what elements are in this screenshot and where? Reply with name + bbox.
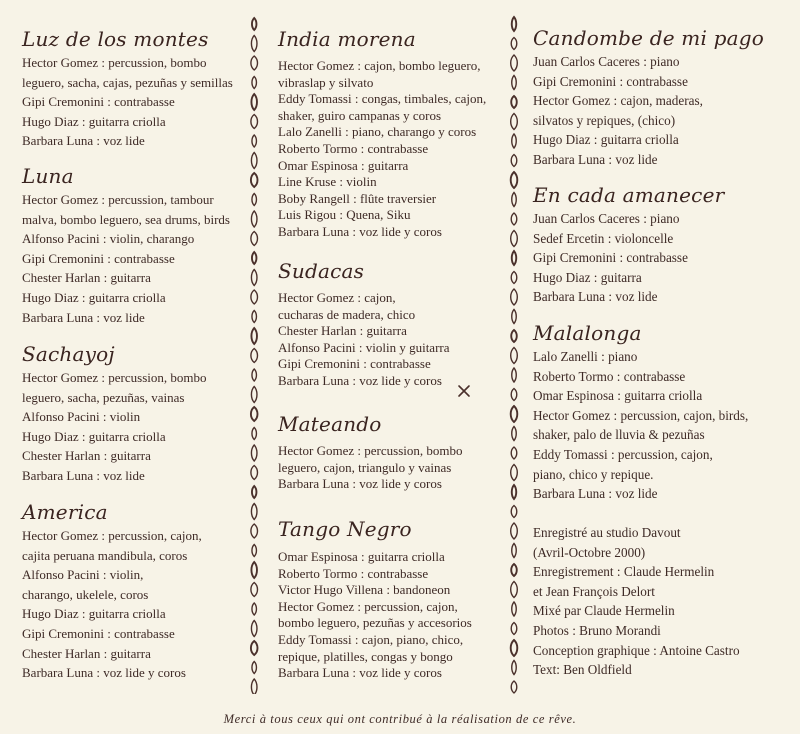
song-section-malalonga [533, 321, 795, 504]
ornament-mark [251, 56, 258, 70]
ornament-mark [251, 349, 258, 363]
song-title: En cada amanecer [533, 183, 725, 207]
credit-line: Hugo Diaz : guitarra [533, 269, 642, 285]
credit-line: Gipi Cremonini : contrabasse [22, 250, 175, 266]
credit-line: Alfonso Pacini : violin, charango [22, 231, 195, 247]
ornament-mark [251, 445, 257, 461]
ornament-mark [512, 134, 517, 148]
ornament-mark [511, 96, 517, 108]
ornament-divider-right [506, 14, 522, 694]
credit-line: repique, platilles, congas y bongo [278, 648, 453, 664]
ornament-mark [511, 582, 518, 598]
credit-line: Hector Gomez : cajon, maderas, [533, 93, 703, 109]
song-title: Sachayoj [22, 342, 115, 366]
ornament-mark [251, 211, 257, 227]
ornament-mark [251, 504, 257, 520]
song-title: Luz de los montes [22, 27, 209, 51]
song-title: Tango Negro [278, 517, 412, 541]
ornament-mark [252, 252, 257, 264]
credit-line: Hector Gomez : percussion, bombo [278, 443, 463, 458]
song-section-en-cada-amanecer [533, 183, 795, 307]
ornament-mark [512, 602, 517, 616]
ornament-mark [252, 486, 257, 498]
credit-line: Barbara Luna : voz lide [533, 486, 658, 502]
credit-line: silvatos y repiques, (chico) [533, 112, 676, 128]
ornament-mark [252, 662, 257, 674]
ornament-mark [512, 368, 517, 382]
credit-line: Victor Hugo Villena : bandoneon [278, 582, 451, 598]
credit-line: Barbara Luna : voz lide [22, 309, 145, 325]
ornament-mark [252, 135, 257, 147]
credit-line: Hector Gomez : percussion, cajon, birds, [533, 407, 749, 423]
song-section-sudacas [278, 259, 503, 390]
credit-line: Chester Harlan : guitarra [22, 645, 151, 661]
ornament-mark [512, 427, 517, 441]
credit-line: shaker, palo de lluvia & pezuñas [533, 427, 705, 443]
ornament-mark [251, 524, 258, 538]
credit-line: Chester Harlan : guitarra [22, 270, 151, 286]
credit-line: Lalo Zanelli : piano [533, 349, 638, 364]
credit-line: Alfonso Pacini : violin y guitarra [278, 339, 450, 355]
song-title: Luna [22, 164, 74, 188]
credit-line: Roberto Tormo : contrabasse [278, 565, 429, 581]
credit-line: Enregistrement : Claude Hermelin [533, 564, 715, 580]
credit-line: Barbara Luna : voz lide [22, 467, 145, 483]
ornament-mark [511, 38, 517, 50]
ornament-mark [251, 232, 258, 246]
ornament-mark [251, 328, 257, 344]
credit-line: Barbara Luna : voz lide y coros [22, 665, 186, 681]
ornament-mark [511, 406, 518, 422]
credit-line: malva, bombo leguero, sea drums, birds [22, 211, 230, 227]
credit-line: Barbara Luna : voz lide y coros [278, 372, 442, 388]
ornament-mark [511, 114, 518, 130]
credit-line: Hector Gomez : percussion, bombo [22, 55, 207, 70]
credit-line: charango, ukelele, coros [22, 586, 149, 602]
ornament-mark [511, 623, 517, 635]
ornament-mark [511, 465, 518, 481]
credit-line: Barbara Luna : voz lide [533, 289, 658, 305]
credit-line: Hector Gomez : percussion, cajon, [22, 528, 202, 543]
ornament-mark [511, 640, 518, 656]
credit-line: cucharas de madera, chico [278, 306, 416, 322]
ornament-mark [511, 55, 518, 71]
credit-line: piano, chico y repique. [533, 466, 654, 482]
credit-line: (Avril-Octobre 2000) [533, 544, 646, 560]
credit-line: Photos : Bruno Morandi [533, 622, 661, 638]
ornament-mark [251, 153, 257, 169]
ornament-mark [252, 603, 257, 615]
song-title: India morena [278, 27, 416, 51]
song-section-candombe-de-mi-pago [533, 26, 795, 170]
ornament-mark [511, 172, 518, 188]
credit-line: Hector Gomez : percussion, bombo [22, 370, 207, 385]
ornament-mark [512, 76, 517, 90]
ornament-mark [511, 330, 517, 342]
song-section-india-morena [278, 27, 503, 241]
credit-line: Hugo Diaz : guitarra criolla [533, 132, 679, 148]
credit-line: cajita peruana mandibula, coros [22, 547, 188, 563]
credit-line: Barbara Luna : voz lide [533, 151, 658, 167]
credit-line: Barbara Luna : voz lide [22, 133, 145, 149]
ornament-mark [511, 506, 517, 518]
ornament-mark [511, 681, 517, 693]
ornament-mark [252, 194, 257, 206]
cross-mark-icon [457, 384, 471, 398]
credit-line: Omar Espinosa : guitarra criolla [533, 388, 703, 404]
ornament-mark [511, 213, 517, 225]
ornament-mark [251, 407, 258, 421]
credit-line: leguero, cajon, triangulo y vainas [278, 459, 452, 475]
ornament-mark [511, 523, 518, 539]
ornament-mark [511, 564, 517, 576]
ornament-divider-left [247, 14, 263, 694]
credit-line: Eddy Tomassi : percussion, cajon, [533, 446, 713, 462]
credit-line: leguero, sacha, cajas, pezuñas y semillas [22, 74, 233, 90]
ornament-mark [251, 466, 258, 480]
credit-line: Conception graphique : Antoine Castro [533, 642, 740, 658]
ornament-mark [511, 348, 518, 364]
credit-line: Alfonso Pacini : violin [22, 409, 141, 425]
credit-line: Chester Harlan : guitarra [278, 323, 407, 339]
credit-line: Hector Gomez : percussion, tambour [22, 192, 214, 207]
ornament-mark [251, 290, 258, 304]
ornament-mark [511, 389, 517, 401]
ornament-mark [252, 18, 257, 30]
song-section-sachayoj [22, 342, 247, 486]
song-title: Mateando [278, 412, 382, 436]
ornament-mark [251, 94, 257, 110]
ornament-mark [512, 17, 517, 31]
song-title: Candombe de mi pago [533, 26, 764, 50]
ornament-mark [252, 545, 257, 557]
credit-line: Hector Gomez : cajon, bombo leguero, [278, 58, 481, 73]
ornament-mark [512, 661, 517, 675]
ornament-mark [512, 485, 517, 499]
ornament-mark [512, 544, 517, 558]
ornament-mark [252, 311, 257, 323]
ornament-mark [512, 251, 517, 265]
credit-line: Alfonso Pacini : violin, [22, 567, 144, 583]
credit-line: Boby Rangell : flûte traversier [278, 190, 437, 206]
credit-line: Gipi Cremonini : contrabasse [533, 250, 688, 266]
ornament-mark [251, 173, 258, 187]
credit-line: Sedef Ercetin : violoncelle [533, 230, 674, 246]
credit-line: Chester Harlan : guitarra [22, 448, 151, 464]
credit-line: Hector Gomez : cajon, [278, 290, 396, 305]
song-section-america [22, 500, 247, 683]
song-section-mateando [278, 412, 503, 493]
credit-line: Luis Rigou : Quena, Siku [278, 207, 411, 223]
credit-line: Text: Ben Oldfield [533, 662, 632, 678]
ornament-mark [251, 387, 257, 403]
credit-line: Hugo Diaz : guitarra criolla [22, 113, 166, 129]
ornament-mark [251, 270, 257, 286]
credit-line: Juan Carlos Caceres : piano [533, 54, 680, 69]
ornament-mark [511, 447, 517, 459]
credit-line: Roberto Tormo : contrabasse [278, 140, 429, 156]
credit-line: Hector Gomez : percussion, cajon, [278, 598, 458, 614]
ornament-mark [511, 155, 517, 167]
credit-line: Juan Carlos Caceres : piano [533, 211, 680, 226]
ornament-mark [251, 36, 257, 52]
credit-line: Roberto Tormo : contrabasse [533, 368, 686, 384]
ornament-mark [511, 289, 518, 305]
song-section-tango-negro [278, 517, 503, 682]
ornament-mark [511, 231, 518, 247]
production-credits [533, 523, 795, 680]
song-title: Sudacas [278, 259, 365, 283]
ornament-mark [251, 562, 257, 578]
credit-line: Mixé par Claude Hermelin [533, 603, 675, 619]
credit-line: Line Kruse : violin [278, 174, 377, 190]
credit-line: Gipi Cremonini : contrabasse [278, 356, 431, 372]
credit-line: Lalo Zanelli : piano, charango y coros [278, 124, 477, 140]
credit-line: Omar Espinosa : guitarra [278, 157, 409, 173]
ornament-mark [512, 193, 517, 207]
credit-line: Gipi Cremonini : contrabasse [22, 94, 175, 110]
song-section-luz-de-los-montes [22, 27, 247, 151]
credit-line: vibraslap y silvato [278, 74, 374, 90]
ornament-mark [251, 583, 258, 597]
credit-line: Gipi Cremonini : contrabasse [533, 73, 688, 89]
credit-line: Eddy Tomassi : congas, timbales, cajon, [278, 91, 487, 107]
ornament-mark [512, 310, 517, 324]
credit-line: Eddy Tomassi : cajon, piano, chico, [278, 631, 464, 647]
ornament-mark [252, 369, 257, 381]
song-title: America [22, 500, 108, 524]
credit-line: et Jean François Delort [533, 583, 655, 599]
ornament-mark [251, 115, 258, 129]
credit-line: Hugo Diaz : guitarra criolla [22, 428, 166, 444]
thanks-footer: Merci à tous ceux qui ont contribué à la réalisation de ce rêve. [223, 712, 577, 726]
ornament-mark [511, 272, 517, 284]
credit-line: Omar Espinosa : guitarra criolla [278, 549, 445, 564]
song-title: Malalonga [533, 321, 642, 345]
credit-line: Hugo Diaz : guitarra criolla [22, 289, 166, 305]
ornament-mark [251, 641, 258, 655]
credit-line: Gipi Cremonini : contrabasse [22, 625, 175, 641]
credit-line: shaker, guiro campanas y coros [278, 107, 442, 123]
credit-line: bombo leguero, pezuñas y accesorios [278, 615, 472, 631]
song-section-luna [22, 164, 247, 327]
ornament-mark [251, 679, 257, 694]
credit-line: Barbara Luna : voz lide y coros [278, 665, 442, 681]
credit-line: Hugo Diaz : guitarra criolla [22, 606, 166, 622]
credit-line: leguero, sacha, pezuñas, vainas [22, 389, 185, 405]
credit-line: Enregistré au studio Davout [533, 525, 681, 540]
ornament-mark [251, 621, 257, 637]
ornament-mark [252, 428, 257, 440]
credit-line: Barbara Luna : voz lide y coros [278, 223, 442, 239]
ornament-mark [252, 77, 257, 89]
credit-line: Barbara Luna : voz lide y coros [278, 476, 442, 492]
